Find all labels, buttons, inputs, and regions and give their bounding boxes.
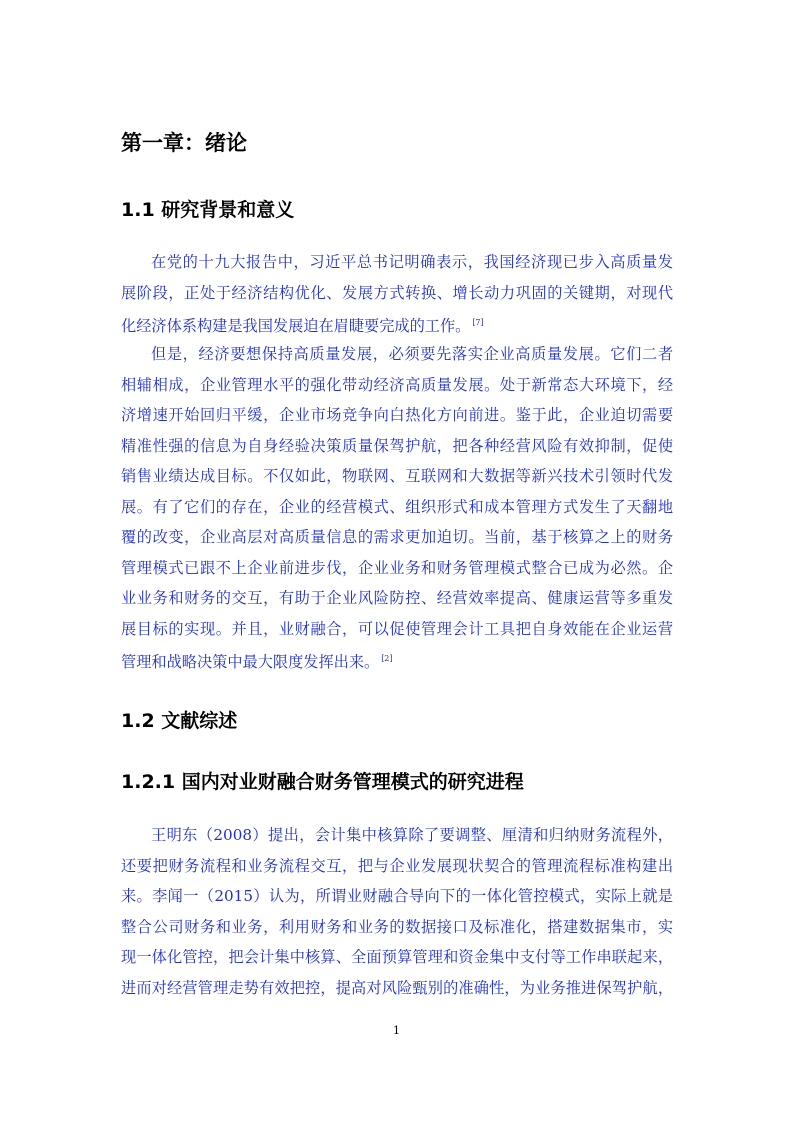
paragraph-line: 但是，经济要想保持高质量发展，必须要先落实企业高质量发展。它们二者 [151, 345, 673, 363]
section-heading-1-1: 1.1 研究背景和意义 [121, 199, 295, 221]
paragraph-line-text: 管理和战略决策中最大限度发挥出来。 [121, 653, 380, 671]
paragraph-line: 展阶段，正处于经济结构优化、发展方式转换、增长动力巩固的关键期，对现代 [121, 283, 673, 302]
page-number: 1 [393, 1024, 400, 1037]
paragraph-line: 业业务和财务的交互，有助于企业风险防控、经营效率提高、健康运营等多重发 [121, 589, 673, 607]
paragraph-line: 在党的十九大报告中，习近平总书记明确表示，我国经济现已步入高质量发 [151, 253, 673, 271]
paragraph-background-2 [121, 339, 673, 675]
section-heading-1-2: 1.2 文献综述 [121, 710, 238, 732]
paragraph-line: 相辅相成，企业管理水平的强化带动经济高质量发展。处于新常态大环境下，经 [121, 375, 673, 394]
paragraph-line: 王明东（2008）提出，会计集中核算除了要调整、厘清和归纳财务流程外， [151, 826, 673, 844]
paragraph-background-1 [121, 247, 673, 339]
paragraph-line: 展目标的实现。并且，业财融合，可以促使管理会计工具把自身效能在企业运营 [121, 619, 673, 638]
citation-ref: [7] [472, 318, 484, 327]
paragraph-line: 展。有了它们的存在，企业的经营模式、组织形式和成本管理方式发生了天翻地 [121, 497, 673, 516]
paragraph-line: 销售业绩达成目标。不仅如此，物联网、互联网和大数据等新兴技术引领时代发 [121, 467, 673, 485]
paragraph-line-text: 化经济体系构建是我国发展迫在眉睫要完成的工作。 [121, 317, 471, 335]
section-heading-1-2-1: 1.2.1 国内对业财融合财务管理模式的研究进程 [121, 771, 524, 793]
paragraph-line: 来。李闻一（2015）认为，所谓业财融合导向下的一体化管控模式，实际上就是 [121, 887, 673, 905]
paragraph-line: 还要把财务流程和业务流程交互，把与企业发展现状契合的管理流程标准构建出 [121, 856, 673, 875]
paragraph-line: 现一体化管控，把会计集中核算、全面预算管理和资金集中支付等工作串联起来， [121, 948, 673, 966]
paragraph-line: 整合公司财务和业务，利用财务和业务的数据接口及标准化，搭建数据集市，实 [121, 917, 673, 936]
paragraph-line: 济增速开始回归平缓，企业市场竞争向白热化方向前进。鉴于此，企业迫切需要 [121, 406, 673, 424]
paragraph-literature-1 [121, 820, 673, 1003]
citation-ref: [2] [381, 654, 393, 663]
paragraph-line: 进而对经营管理走势有效把控，提高对风险甄别的准确性，为业务推进保驾护航， [121, 978, 673, 997]
paragraph-line: 覆的改变，企业高层对高质量信息的需求更加迫切。当前，基于核算之上的财务 [121, 528, 673, 546]
paragraph-line: 精准性强的信息为自身经验决策质量保驾护航，把各种经营风险有效抑制，促使 [121, 436, 673, 455]
paragraph-line: 管理模式已跟不上企业前进步伐，企业业务和财务管理模式整合已成为必然。企 [121, 558, 673, 577]
paragraph-line [121, 644, 673, 675]
chapter-title: 第一章：绪论 [121, 131, 247, 155]
paragraph-line [121, 308, 673, 339]
